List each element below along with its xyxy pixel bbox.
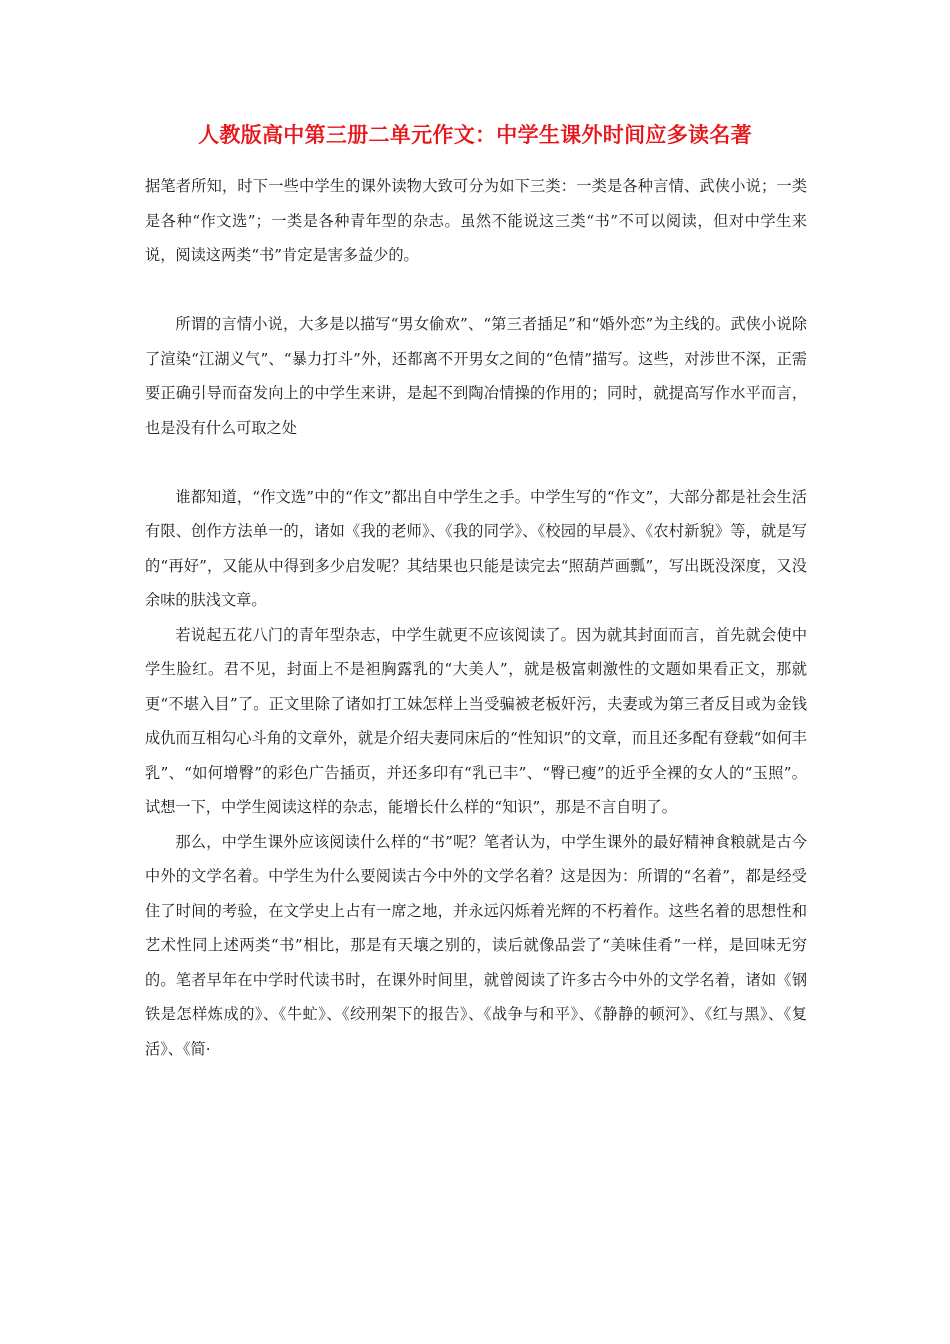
- paragraph-1: 据笔者所知，时下一些中学生的课外读物大致可分为如下三类：一类是各种言情、武侠小说；一类是各种“作文选”；一类是各种青年型的杂志。虽然不能说这三类“书”不可以阅读，但对中学生来说，阅读这两类“书”肯定是害多益少的。: [145, 177, 807, 264]
- paragraph-2: 所谓的言情小说，大多是以描写“男女偷欢”、“第三者插足”和“婚外恋”为主线的。武侠小说除了渲染“江湖义气”、“暴力打斗”外，还都离不开男女之间的“色情”描写。这些，对涉世不深，正需要正确引导而奋发向上的中学生来讲，是起不到陶冶情操的作用的；同时，就提高写作水平而言，也是没有什么可取之处: [145, 315, 807, 437]
- paragraph-spacer: [145, 273, 807, 308]
- paragraph-5: 那么，中学生课外应该阅读什么样的“书”呢？笔者认为，中学生课外的最好精神食粮就是古今中外的文学名着。中学生为什么要阅读古今中外的文学名着？这是因为：所谓的“名着”，都是经受住了时间的考验，在文学史上占有一席之地，并永远闪烁着光辉的不朽着作。这些名着的思想性和艺术性同上述两类“书”相比，那是有天壤之别的，读后就像品尝了“美味佳肴”一样，是回味无穷的。笔者早年在中学时代读书时，在课外时间里，就曾阅读了许多古今中外的文学名着，诸如《钢铁是怎样炼成的》、《牛虻》、《绞刑架下的报告》、《战争与和平》、《静静的顿河》、《红与黑》、《复活》、《简·: [145, 832, 807, 1058]
- paragraph-4: 若说起五花八门的青年型杂志，中学生就更不应该阅读了。因为就其封面而言，首先就会使中学生脸红。君不见，封面上不是袒胸露乳的“大美人”，就是极富刺激性的文题如果看正文，那就更“不堪入目”了。正文里除了诸如打工妹怎样上当受骗被老板奸污，夫妻或为第三者反目或为金钱成仇而互相勾心斗角的文章外，就是介绍夫妻同床后的“性知识”的文章，而且还多配有登载“如何丰乳”、“如何增臀”的彩色广告插页，并还多印有“乳已丰”、“臀已瘦”的近乎全裸的女人的“玉照”。试想一下，中学生阅读这样的杂志，能增长什么样的“知识”，那是不言自明了。: [145, 625, 807, 816]
- document-title: 人教版高中第三册二单元作文：中学生课外时间应多读名著: [198, 123, 752, 147]
- paragraph-spacer: [145, 445, 807, 480]
- paragraph-3: 谁都知道，“作文选”中的“作文”都出自中学生之手。中学生写的“作文”，大部分都是社会生活有限、创作方法单一的，诸如《我的老师》、《我的同学》、《校园的早晨》、《农村新貌》等，就是写的“再好”，又能从中得到多少启发呢？其结果也只能是读完去“照葫芦画瓢”，写出既没深度，又没余味的肤浅文章。: [145, 487, 807, 609]
- document-body: [145, 169, 807, 1066]
